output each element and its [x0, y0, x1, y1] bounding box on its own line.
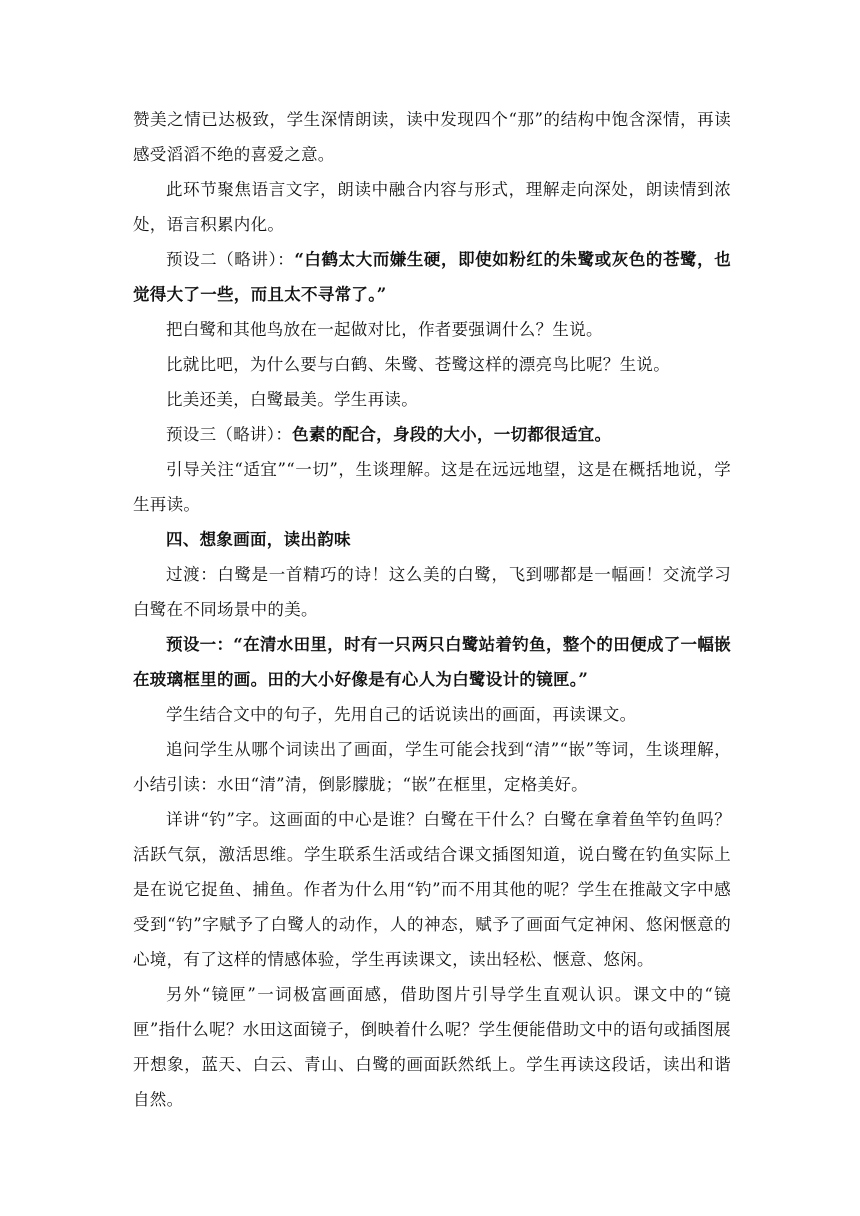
paragraph-contrast-question: 把白鹭和其他鸟放在一起做对比，作者要强调什么？生说。 — [166, 320, 603, 339]
paragraph-follow-up: 追问学生从哪个词读出了画面，学生可能会找到“清”“嵌”等词，生谈理解，小结引读：水田“清”清，倒影朦胧；“嵌”在框里，定格美好。 — [133, 740, 731, 794]
section-heading: 四、想象画面，读出韵味 — [166, 530, 351, 549]
paragraph-transition: 过渡：白鹭是一首精巧的诗！这么美的白鹭，飞到哪都是一幅画！交流学习白鹭在不同场景中的美。 — [133, 565, 731, 619]
paragraph-summary: 此环节聚焦语言文字，朗读中融合内容与形式，理解走向深处，朗读情到浓处，语言积累内化。 — [133, 180, 731, 234]
paragraph-most-beautiful: 比美还美，白鹭最美。学生再读。 — [166, 390, 418, 409]
paragraph-detail-diao: 详讲“钓”字。这画面的中心是谁？白鹭在干什么？白鹭在拿着鱼竿钓鱼吗？活跃气氛，激活思维。学生联系生活或结合课文插图知道，说白鹭在钓鱼实际上是在说它捉鱼、捕鱼。作者为什么用“钓”而不用其他的呢？学生在推敲文字中感受到“钓”字赋予了白鹭人的动作，人的神态，赋予了画面气定神闲、悠闲惬意的心境，有了这样的情感体验，学生再读课文，读出轻松、惬意、悠闲。 — [133, 810, 731, 969]
preset-three-label: 预设三（略讲）： — [166, 425, 293, 444]
paragraph-student-reading: 学生结合文中的句子，先用自己的话说读出的画面，再读课文。 — [166, 705, 637, 724]
paragraph-continuation: 赞美之情已达极致，学生深情朗读，读中发现四个“那”的结构中饱含深情，再读感受滔滔不绝的喜爱之意。 — [133, 110, 731, 164]
preset-two-quote: “白鹤太大而嫌生硬，即使如粉红的朱鹭或灰色的苍鹭，也觉得大了一些，而且太不寻常了。” — [133, 250, 731, 304]
document-body — [133, 102, 731, 1117]
paragraph-preset-two — [133, 242, 731, 312]
paragraph-comparison-question: 比就比吧，为什么要与白鹤、朱鹭、苍鹭这样的漂亮鸟比呢？生说。 — [166, 355, 670, 374]
preset-two-label: 预设二（略讲）： — [166, 250, 295, 269]
preset-three-quote: 色素的配合，身段的大小，一切都很适宜。 — [292, 425, 612, 444]
paragraph-preset-three — [133, 417, 731, 452]
paragraph-guidance: 引导关注“适宜”“一切”，生谈理解。这是在远远地望，这是在概括地说，学生再读。 — [133, 460, 731, 514]
paragraph-preset-one: 预设一：“在清水田里，时有一只两只白鹭站着钓鱼，整个的田便成了一幅嵌在玻璃框里的画。田的大小好像是有心人为白鹭设计的镜匣。” — [133, 635, 731, 689]
paragraph-mirror-box: 另外“镜匣”一词极富画面感，借助图片引导学生直观认识。课文中的“镜匣”指什么呢？水田这面镜子，倒映着什么呢？学生便能借助文中的语句或插图展开想象，蓝天、白云、青山、白鹭的画面跃然纸上。学生再读这段话，读出和谐自然。 — [133, 985, 731, 1109]
